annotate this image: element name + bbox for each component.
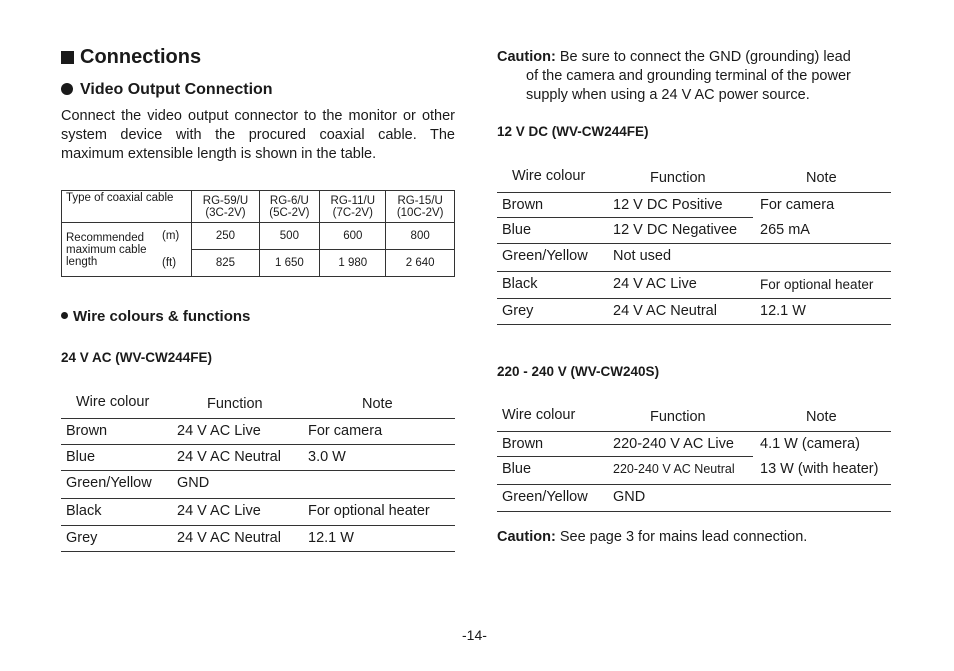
bullet-icon xyxy=(61,83,73,95)
table-row: Blue 220-240 V AC Neutral 13 W (with heater) xyxy=(497,457,891,484)
ac220-wire-table xyxy=(497,405,891,512)
coax-row-label: Recommended maximum cable length xyxy=(62,223,159,277)
table-row: Grey 24 V AC Neutral 12.1 W xyxy=(61,525,455,551)
header-wire-colour: Wire colour xyxy=(502,407,576,423)
ac220-title: 220 - 240 V (WV-CW240S) xyxy=(497,364,660,379)
table-row: Black 24 V AC Live For optional heater xyxy=(497,271,891,298)
table-row: Brown 220-240 V AC Live 4.1 W (camera) xyxy=(497,431,891,457)
header-wire-colour: Wire colour xyxy=(512,168,586,184)
coax-length-ft: 2 640 xyxy=(386,250,455,277)
table-row: Green/Yellow GND xyxy=(497,484,891,511)
coax-length-ft: 1 980 xyxy=(320,250,386,277)
dc12-title: 12 V DC (WV-CW244FE) xyxy=(497,124,649,139)
bullet-icon xyxy=(61,312,68,319)
caution-mains: Caution: See page 3 for mains lead connection. xyxy=(497,529,808,545)
coax-length-ft: 1 650 xyxy=(259,250,320,277)
ac24-title: 24 V AC (WV-CW244FE) xyxy=(61,350,213,365)
table-row: Green/Yellow GND xyxy=(61,470,455,498)
coax-unit-ft: (ft) xyxy=(158,250,192,277)
header-function: Function xyxy=(207,396,263,412)
header-note: Note xyxy=(806,170,837,186)
coax-length-m: 600 xyxy=(320,223,386,250)
ac24-wire-table xyxy=(61,392,455,552)
table-row: Black 24 V AC Live For optional heater xyxy=(61,498,455,525)
video-output-heading: Video Output Connection xyxy=(61,81,273,99)
coax-cable-table xyxy=(61,190,455,277)
coax-type-label: Type of coaxial cable xyxy=(62,191,192,223)
header-function: Function xyxy=(650,409,706,425)
table-row: Grey 24 V AC Neutral 12.1 W xyxy=(497,298,891,324)
wire-colours-heading: Wire colours & functions xyxy=(61,308,250,325)
header-wire-colour: Wire colour xyxy=(76,394,150,410)
square-bullet-icon xyxy=(61,51,74,64)
caution-grounding: Caution: Be sure to connect the GND (grounding) lead of the camera and grounding terminal of the power supply when using a 24 V AC power source. xyxy=(497,49,851,103)
coax-length-ft: 825 xyxy=(192,250,259,277)
table-row: Blue 24 V AC Neutral 3.0 W xyxy=(61,444,455,470)
coax-cable-header: RG-11/U (7C-2V) xyxy=(320,191,386,223)
header-function: Function xyxy=(650,170,706,186)
coax-length-m: 250 xyxy=(192,223,259,250)
coax-length-m: 800 xyxy=(386,223,455,250)
section-title: Connections xyxy=(61,46,201,69)
coax-cable-header: RG-6/U (5C-2V) xyxy=(259,191,320,223)
coax-unit-m: (m) xyxy=(158,223,192,250)
coax-cable-header: RG-15/U (10C-2V) xyxy=(386,191,455,223)
video-output-description: Connect the video output connector to the monitor or other system device with the procured coaxial cable. The maximum extensible length is shown in the table. xyxy=(61,108,455,162)
table-row: Brown 24 V AC Live For camera xyxy=(61,418,455,444)
dc12-wire-table xyxy=(497,166,891,325)
table-row: Blue 12 V DC Negativee 265 mA xyxy=(497,218,891,243)
page-number: -14- xyxy=(462,627,487,643)
header-note: Note xyxy=(362,396,393,412)
coax-length-m: 500 xyxy=(259,223,320,250)
table-row: Green/Yellow Not used xyxy=(497,243,891,271)
table-row: Brown 12 V DC Positive For camera xyxy=(497,192,891,218)
coax-cable-header: RG-59/U (3C-2V) xyxy=(192,191,259,223)
header-note: Note xyxy=(806,409,837,425)
